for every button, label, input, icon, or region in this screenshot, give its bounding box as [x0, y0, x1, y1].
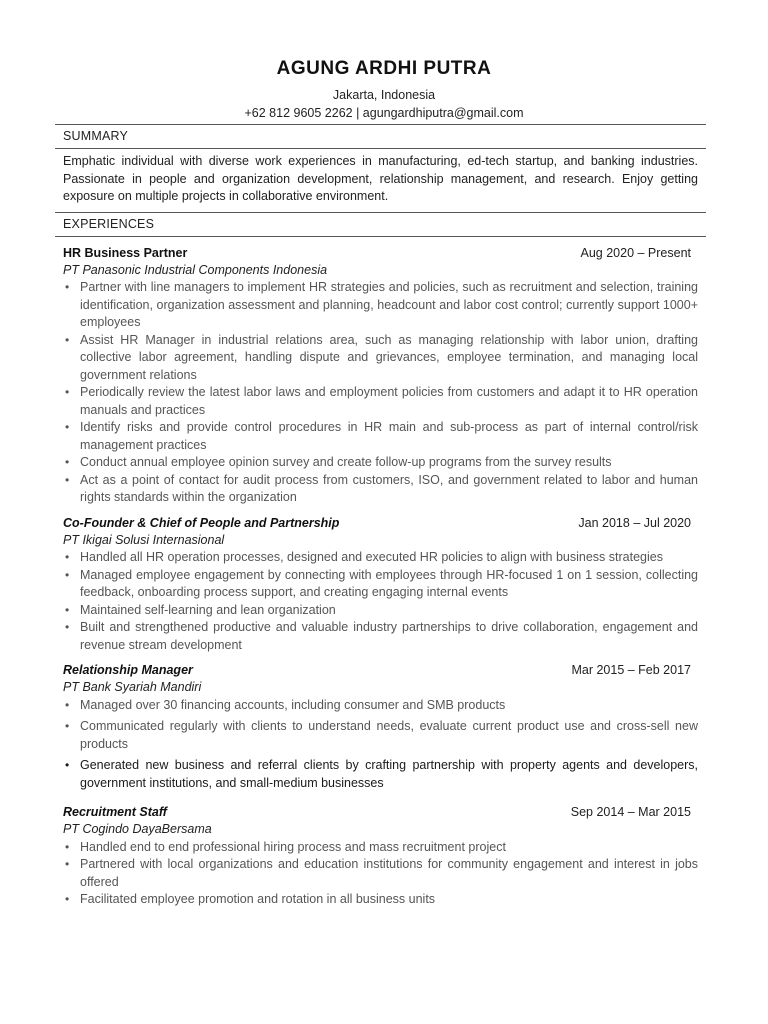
bullet-item	[63, 839, 698, 857]
job-date: Mar 2015 – Feb 2017	[571, 663, 691, 677]
bullet-item	[63, 757, 698, 792]
summary-text: Emphatic individual with diverse work experiences in manufacturing, ed-tech startup, and banking industries. Passionate in people and organization development, relationship management, and research. Enjoy getting exposure on multiple projects in collaborative environment.	[63, 154, 698, 203]
bullet-icon: •	[65, 472, 70, 487]
bullet-icon: •	[65, 280, 70, 294]
job-entry	[63, 245, 698, 507]
bullet-text: Facilitated employee promotion and rotation in all business units	[80, 892, 436, 906]
bullet-icon: •	[65, 758, 70, 772]
bullet-icon: •	[65, 332, 70, 347]
contact-line: +62 812 9605 2262 | agungardhiputra@gmail.com	[244, 106, 524, 120]
bullet-icon: •	[65, 620, 70, 634]
bullet-text: Handled end to end professional hiring process and mass recruitment project	[80, 839, 506, 854]
bullet-item	[63, 619, 698, 654]
bullet-icon: •	[65, 602, 70, 617]
bullet-icon: •	[65, 892, 70, 906]
bullet-item	[63, 419, 698, 454]
job-entry	[63, 804, 698, 909]
bullet-item	[63, 279, 698, 332]
bullet-item	[63, 856, 698, 891]
job-header	[63, 515, 698, 532]
candidate-name: AGUNG ARDHI PUTRA	[276, 58, 492, 79]
job-title: Co-Founder & Chief of People and Partnership	[63, 515, 340, 530]
job-bullets	[63, 839, 698, 909]
bullet-icon: •	[65, 697, 70, 712]
bullet-icon: •	[65, 385, 70, 399]
job-title: Relationship Manager	[63, 663, 193, 677]
job-header	[63, 662, 698, 679]
bullet-text: Partnered with local organizations and education institutions for community engagement and interest in jobs offered	[80, 857, 698, 889]
experience-list	[55, 237, 706, 909]
job-bullets	[63, 279, 698, 507]
bullet-icon: •	[65, 420, 70, 434]
company-name: PT Panasonic Industrial Components Indonesia	[63, 262, 328, 277]
bullet-icon: •	[65, 567, 70, 582]
section-title-summary: SUMMARY	[55, 124, 706, 149]
bullet-item	[63, 384, 698, 419]
section-title-experiences: EXPERIENCES	[55, 212, 706, 237]
bullet-icon: •	[65, 455, 70, 469]
company-name: PT Cogindo DayaBersama	[63, 822, 212, 836]
bullet-text: Managed employee engagement by connecting with employees through HR-focused 1 on 1 session, collecting feedback, onboarding process support, and creating engaging internal events	[80, 567, 698, 599]
resume-header	[0, 0, 768, 122]
bullet-icon: •	[65, 550, 70, 564]
bullet-item	[63, 891, 698, 909]
job-title: Recruitment Staff	[63, 805, 167, 819]
bullet-text: Built and strengthened productive and valuable industry partnerships to drive collaboration, engagement and revenue stream development	[80, 620, 698, 652]
bullet-item	[63, 549, 698, 567]
bullet-text: Periodically review the latest labor laws and employment policies from customers and adapt it to HR operation manuals and practices	[80, 385, 698, 417]
bullet-icon: •	[65, 857, 70, 871]
bullet-item	[63, 718, 698, 753]
bullet-text: Conduct annual employee opinion survey and create follow-up programs from the survey results	[80, 455, 612, 469]
bullet-item	[63, 602, 698, 620]
bullet-icon: •	[65, 719, 70, 733]
bullet-text: Act as a point of contact for audit process from customers, ISO, and government related to labor and human rights standards within the organization	[80, 472, 698, 504]
bullet-item	[63, 567, 698, 602]
job-entry	[63, 515, 698, 655]
bullet-icon: •	[65, 839, 70, 854]
company-name: PT Ikigai Solusi Internasional	[63, 532, 225, 547]
bullet-text: Generated new business and referral clients by crafting partnership with property agents and developers, government institutions, and small-medium businesses	[80, 758, 698, 790]
job-date: Jan 2018 – Jul 2020	[578, 515, 691, 530]
company-name: PT Bank Syariah Mandiri	[63, 680, 202, 694]
bullet-text: Partner with line managers to implement HR strategies and policies, such as recruitment and selection, training identification, organization assessment and planning, headcount and labor cost control; currently support 1000+ employees	[80, 280, 698, 329]
bullet-text: Assist HR Manager in industrial relations area, such as managing relationship with labor union, drafting collective labor agreement, handling dispute and grievances, employee termination, and managing local government relations	[80, 332, 698, 382]
location: Jakarta, Indonesia	[332, 88, 436, 102]
job-header	[63, 245, 698, 262]
bullet-text: Handled all HR operation processes, designed and executed HR policies to align with business strategies	[80, 550, 663, 564]
bullet-item	[63, 454, 698, 472]
job-bullets	[63, 697, 698, 793]
job-bullets	[63, 549, 698, 654]
job-title: HR Business Partner	[63, 245, 188, 260]
bullet-text: Maintained self-learning and lean organization	[80, 602, 336, 617]
bullet-text: Identify risks and provide control procedures in HR main and sub-process as part of internal control/risk management practices	[80, 420, 698, 452]
job-date: Sep 2014 – Mar 2015	[570, 805, 691, 819]
bullet-item	[63, 472, 698, 507]
bullet-item	[63, 332, 698, 385]
resume-content	[55, 124, 706, 909]
job-entry	[63, 662, 698, 792]
bullet-text: Managed over 30 financing accounts, including consumer and SMB products	[80, 697, 506, 712]
bullet-text: Communicated regularly with clients to understand needs, evaluate current product use and cross-sell new products	[80, 719, 698, 751]
job-header	[63, 804, 698, 821]
bullet-item	[63, 697, 698, 715]
job-date: Aug 2020 – Present	[580, 245, 691, 260]
